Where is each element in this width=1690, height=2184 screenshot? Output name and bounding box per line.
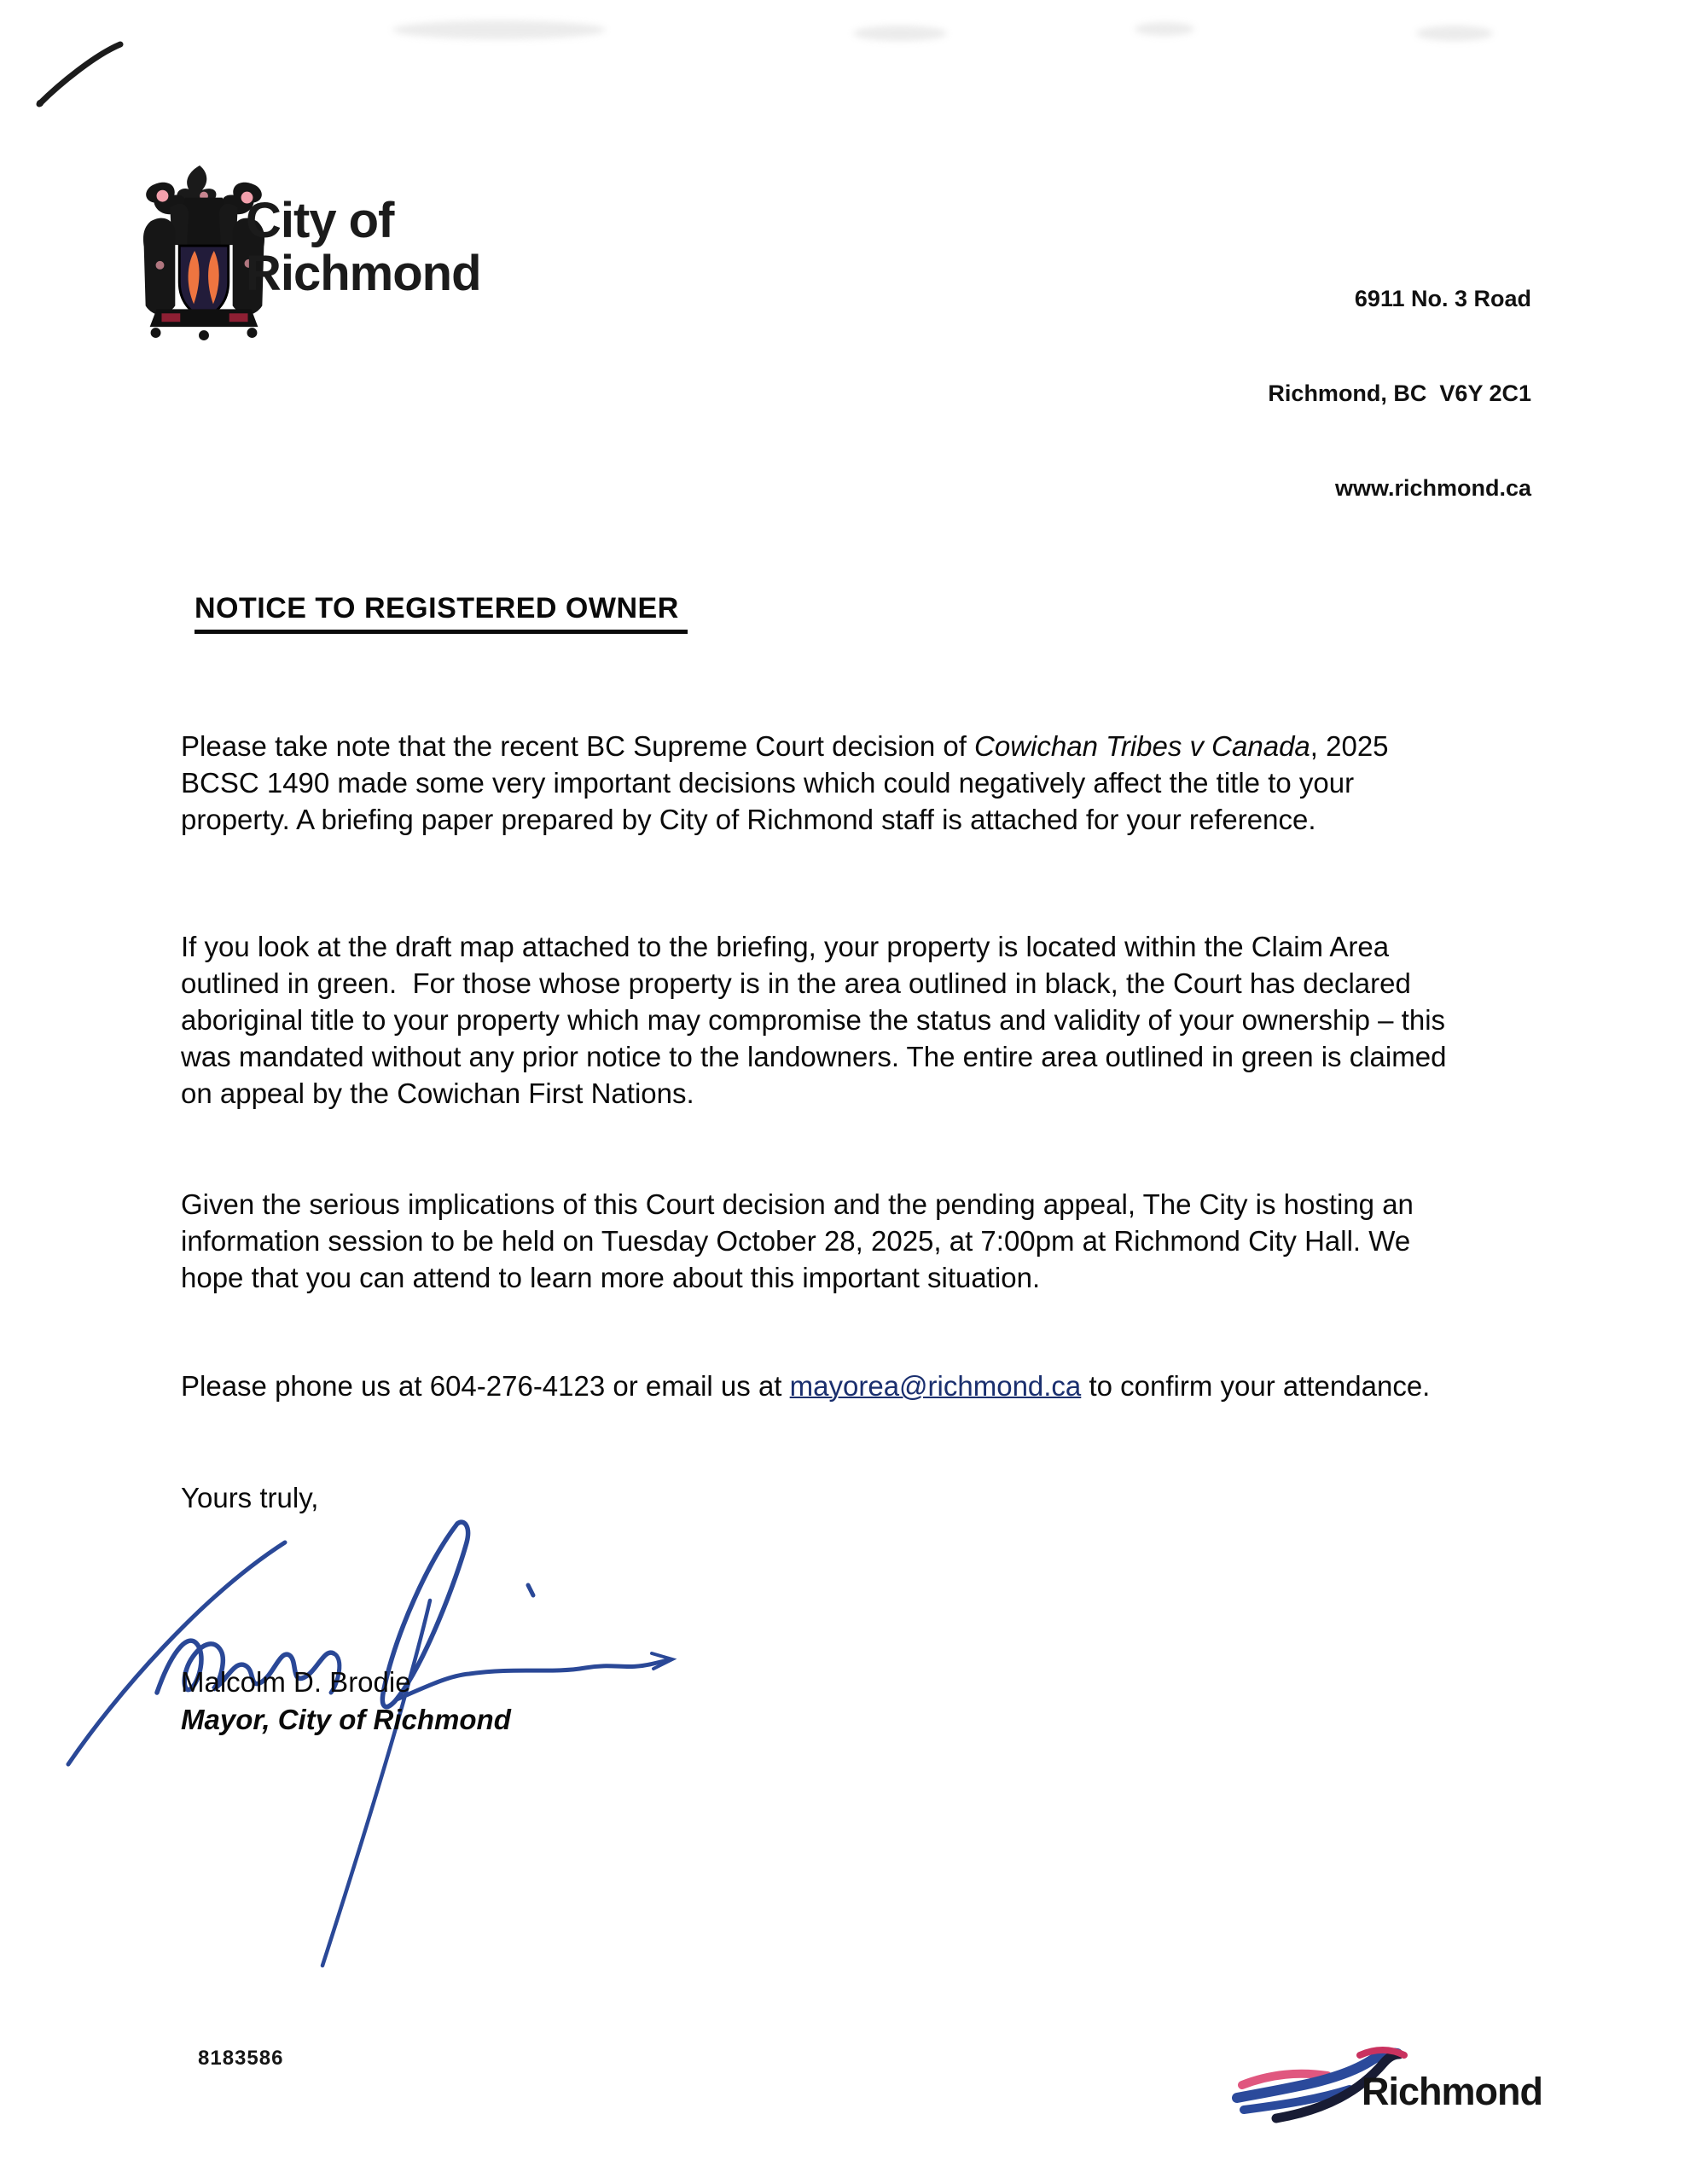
footer-wordmark: Richmond [1362,2070,1542,2113]
richmond-brand-footer [1232,2046,1542,2140]
handwritten-signature-icon [56,1507,705,1984]
email-link[interactable]: mayorea@richmond.ca [789,1370,1082,1402]
paragraph-2: If you look at the draft map attached to the briefing, your property is located within the Claim Area outlined in green. For those whose property is in the area outlined in black, the Court has declared aboriginal title to your property which may compromise the status and validity of your ownership – this was mandated without any prior notice to the landowners. The entire area outlined in green is claimed on appeal by the Cowichan First Nations. [181,931,1447,1109]
signatory-title: Mayor, City of Richmond [181,1704,511,1735]
scan-smudge [392,20,606,39]
pen-slash-mark-icon [34,39,128,109]
scan-smudge [1416,26,1493,41]
city-logo-wordmark [246,195,481,300]
document-number: 8183586 [198,2047,284,2070]
signatory-name: Malcolm D. Brodie [181,1666,411,1698]
address-line-1: 6911 No. 3 Road [1354,286,1531,311]
paragraph-4: Please phone us at 604-276-4123 or email us at mayorea@richmond.ca to confirm your attendance. [181,1370,1431,1402]
logo-line-1: City of [246,193,394,248]
paragraph-3: Given the serious implications of this Court decision and the pending appeal, The City is hosting an information session to be held on Tuesday October 28, 2025, at 7:00pm at Richmond City Hall. We hope that you can attend to learn more about this important situation. [181,1188,1414,1293]
address-line-2: Richmond, BC V6Y 2C1 [1268,380,1531,406]
letter-title: NOTICE TO REGISTERED OWNER [195,592,688,634]
closing-salutation: Yours truly, [181,1482,319,1513]
address-line-3: www.richmond.ca [1334,475,1531,501]
scan-smudge [853,26,947,41]
letterhead-address [1268,220,1531,567]
paragraph-1: Please take note that the recent BC Supreme Court decision of Cowichan Tribes v Canada, 2025 BCSC 1490 made some very important decisions which could negatively affect the title to your property. A briefing paper prepared by City of Richmond staff is attached for your reference. [181,730,1389,835]
scan-smudge [1135,22,1194,36]
logo-line-2: Richmond [246,246,481,301]
